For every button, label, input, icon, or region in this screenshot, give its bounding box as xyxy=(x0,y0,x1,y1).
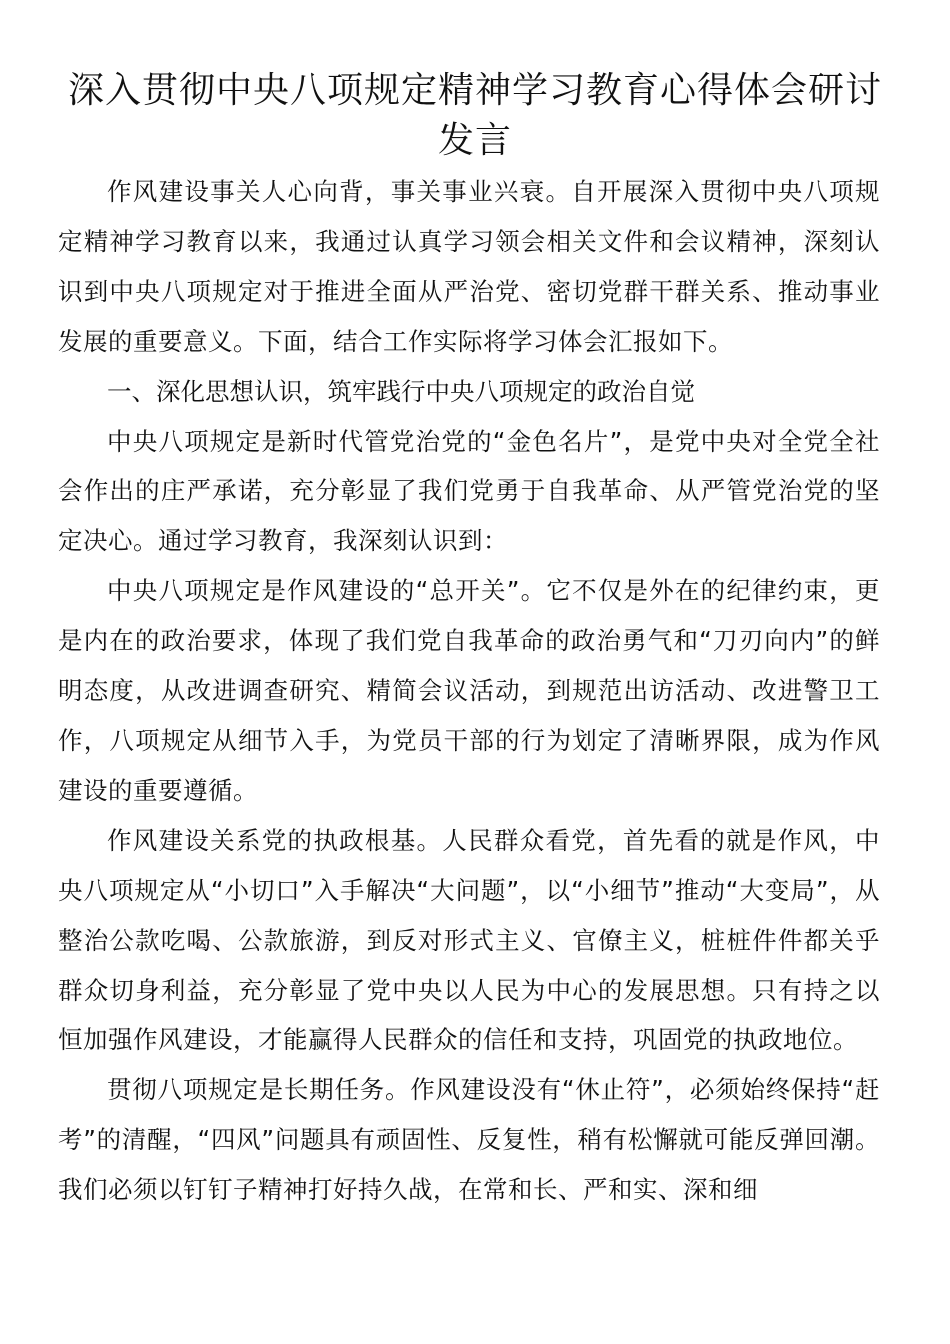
document-body xyxy=(58,167,880,1215)
section-heading-1: 一、深化思想认识，筑牢践行中央八项规定的政治自觉 xyxy=(107,376,695,406)
paragraph-intro: 作风建设事关人心向背，事关事业兴衰。自开展深入贯彻中央八项规定精神学习教育以来，我通过认真学习领会相关文件和会议精神，深刻认识到中央八项规定对于推进全面从严治党、密切党群干群关系、推动事业发展的重要意义。下面，结合工作实际将学习体会汇报如下。 xyxy=(58,177,880,356)
paragraph-long-term-task: 贯彻八项规定是长期任务。作风建设没有“休止符”，必须始终保持“赶考”的清醒，“四风”问题具有顽固性、反复性，稍有松懈就可能反弹回潮。我们必须以钉钉子精神打好持久战，在常和长、严和实、深和细 xyxy=(58,1075,880,1205)
paragraph-golden-card: 中央八项规定是新时代管党治党的“金色名片”，是党中央对全党全社会作出的庄严承诺，充分彰显了我们党勇于自我革命、从严管党治党的坚定决心。通过学习教育，我深刻认识到： xyxy=(58,426,880,556)
document-title: 深入贯彻中央八项规定精神学习教育心得体会研讨发言 xyxy=(67,70,882,161)
paragraph-master-switch: 中央八项规定是作风建设的“总开关”。它不仅是外在的纪律约束，更是内在的政治要求，体现了我们党自我革命的政治勇气和“刀刃向内”的鲜明态度，从改进调查研究、精简会议活动，到规范出访活动、改进警卫工作，八项规定从细节入手，为党员干部的行为划定了清晰界限，成为作风建设的重要遵循。 xyxy=(58,576,880,805)
paragraph-ruling-foundation: 作风建设关系党的执政根基。人民群众看党，首先看的就是作风，中央八项规定从“小切口”入手解决“大问题”，以“小细节”推动“大变局”，从整治公款吃喝、公款旅游，到反对形式主义、官僚主义，桩桩件件都关乎群众切身利益，充分彰显了党中央以人民为中心的发展思想。只有持之以恒加强作风建设，才能赢得人民群众的信任和支持，巩固党的执政地位。 xyxy=(58,825,880,1055)
